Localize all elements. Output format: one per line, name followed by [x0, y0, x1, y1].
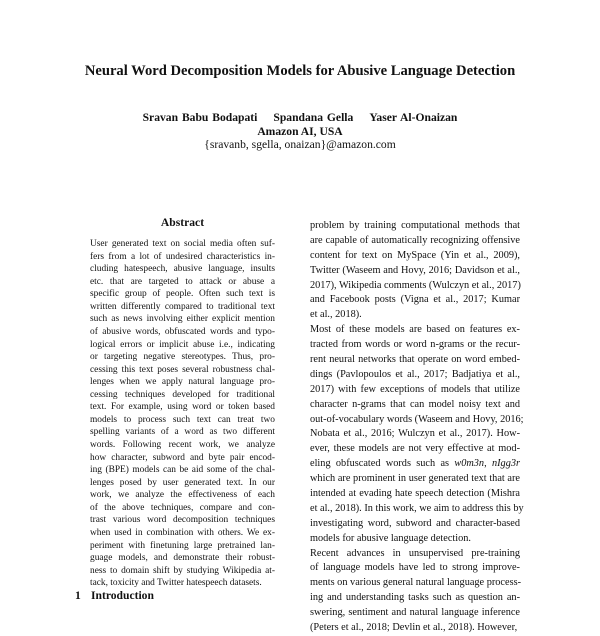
- text-line: text. For example, using word or token based: [90, 402, 275, 413]
- text-line: tack, toxicity and Twitter hatespeech datasets.: [90, 578, 262, 589]
- text-line: cessing techniques developed for traditional: [90, 389, 275, 400]
- text-line: of abusive words, obfuscated words and typo-: [90, 326, 275, 337]
- text-line: tracted from words or word n-grams or the recur-: [310, 339, 520, 351]
- text-line: problem by training computational methods that: [310, 220, 520, 231]
- text-line: periment with finetuning large pretrained lan-: [90, 540, 275, 551]
- section-number: 1: [75, 589, 81, 602]
- text-line: rent neural networks that operate on word embed-: [310, 354, 520, 366]
- text-line: et al., 2018). In this work, we aim to address this by: [310, 502, 524, 514]
- text-line: Recent advances in unsupervised pre-training: [310, 547, 520, 559]
- text-line: are capable of automatically recognizing offensive: [310, 234, 520, 246]
- text-line: ing (BPE) models can be aid some of the chal-: [90, 465, 275, 476]
- text-line: ing and understanding tasks such as question an-: [310, 592, 520, 604]
- author-name: Sravan Babu Bodapati: [142, 111, 258, 124]
- text-line: lenges when we apply natural language pro-: [90, 377, 275, 388]
- text-line: (Peters et al., 2018; Devlin et al., 2018). However,: [310, 622, 518, 634]
- text-line: cluding hatespeech, abusive language, insults: [90, 264, 275, 275]
- text-line: fers from a lot of undesired characteristics in-: [90, 251, 275, 262]
- author-list: [0, 111, 600, 124]
- author-name: Yaser Al-Onaizan: [369, 111, 458, 124]
- text-line: models for abusive language detection.: [310, 532, 471, 544]
- text-line: lenges posed by user generated text. In our: [90, 477, 275, 488]
- abstract-body: [90, 238, 275, 590]
- text-line: words. Following recent work, we analyze: [90, 440, 275, 450]
- paper-title: Neural Word Decomposition Models for Abusive Language Detection: [84, 63, 516, 79]
- text-line: swering, sentiment and natural language inference: [310, 607, 520, 619]
- text-line: eling obfuscated words such as w0m3n, nIgg3r: [310, 458, 520, 470]
- text-line: Most of these models are based on features ex-: [310, 324, 520, 336]
- text-line: logical errors or implicit abuse i.e., indicating: [90, 339, 275, 350]
- text-line: etc. that are targeted to attack or abuse a: [90, 276, 275, 287]
- text-line: investigating word, subword and character-based: [310, 517, 520, 529]
- affiliation: Amazon AI, USA: [257, 125, 343, 138]
- text-line: of the above techniques, compare and con-: [90, 502, 275, 513]
- text-line: spelling variants of a word as two different: [90, 427, 275, 438]
- right-column-body: [310, 219, 524, 636]
- text-line: how character, subword and byte pair encod-: [90, 452, 275, 463]
- text-line: and Facebook posts (Vigna et al., 2017; Kumar: [310, 294, 520, 306]
- text-line: models to process such text can treat two: [90, 414, 275, 425]
- text-line: 2017), Wikipedia comments (Wulczyn et al., 2017): [310, 279, 521, 291]
- section-heading: [75, 589, 154, 602]
- text-line: guage models, and demonstrate their robust-: [90, 553, 275, 564]
- text-line: cessing this text poses several robustness chal-: [90, 364, 275, 375]
- text-line: specific group of people. Often such text is: [90, 289, 275, 300]
- text-line: which are prominent in user generated text that are: [310, 473, 520, 485]
- text-line: 2017) with few exceptions of models that utilize: [310, 383, 520, 395]
- text-line: of language models have led to strong improve-: [310, 562, 520, 574]
- author-emails: {sravanb, sgella, onaizan}@amazon.com: [204, 138, 396, 151]
- text-line: User generated text on social media often suf-: [90, 239, 275, 249]
- text-line: ever, these models are not very effective at mod-: [310, 443, 520, 455]
- text-line: trast various word decomposition techniques: [90, 515, 275, 526]
- text-line: character n-grams that can model noisy text and: [310, 398, 520, 410]
- text-line: Twitter (Waseem and Hovy, 2016; Davidson et al.,: [310, 264, 520, 276]
- section-title: Introduction: [91, 589, 154, 602]
- text-line: content for text on MySpace (Yin et al., 2009),: [310, 249, 520, 261]
- text-line: written differently compared to traditional text: [90, 301, 275, 312]
- text-line: et al., 2018).: [310, 309, 362, 321]
- text-line: work, we analyze the effectiveness of each: [90, 490, 275, 501]
- text-line: or targeting negative stereotypes. Thus, pro-: [90, 352, 275, 363]
- text-line: out-of-vocabulary words (Waseem and Hovy, 2016;: [310, 413, 524, 425]
- text-line: ness to domain shift by studying Wikipedia at-: [90, 565, 275, 576]
- text-line: dings (Pavlopoulos et al., 2017; Badjatiya et al.,: [310, 368, 520, 380]
- text-line: Nobata et al., 2016; Wulczyn et al., 2017). How-: [310, 428, 520, 440]
- text-line: ments on various general natural language process-: [310, 577, 522, 589]
- abstract-heading: Abstract: [160, 216, 205, 229]
- text-line: intended at evading hate speech detection (Mishra: [310, 488, 520, 500]
- text-line: such as news involving either explicit mention: [90, 314, 275, 325]
- author-name: Spandana Gella: [273, 111, 354, 124]
- text-line: when used in combination with others. We ex-: [90, 527, 275, 538]
